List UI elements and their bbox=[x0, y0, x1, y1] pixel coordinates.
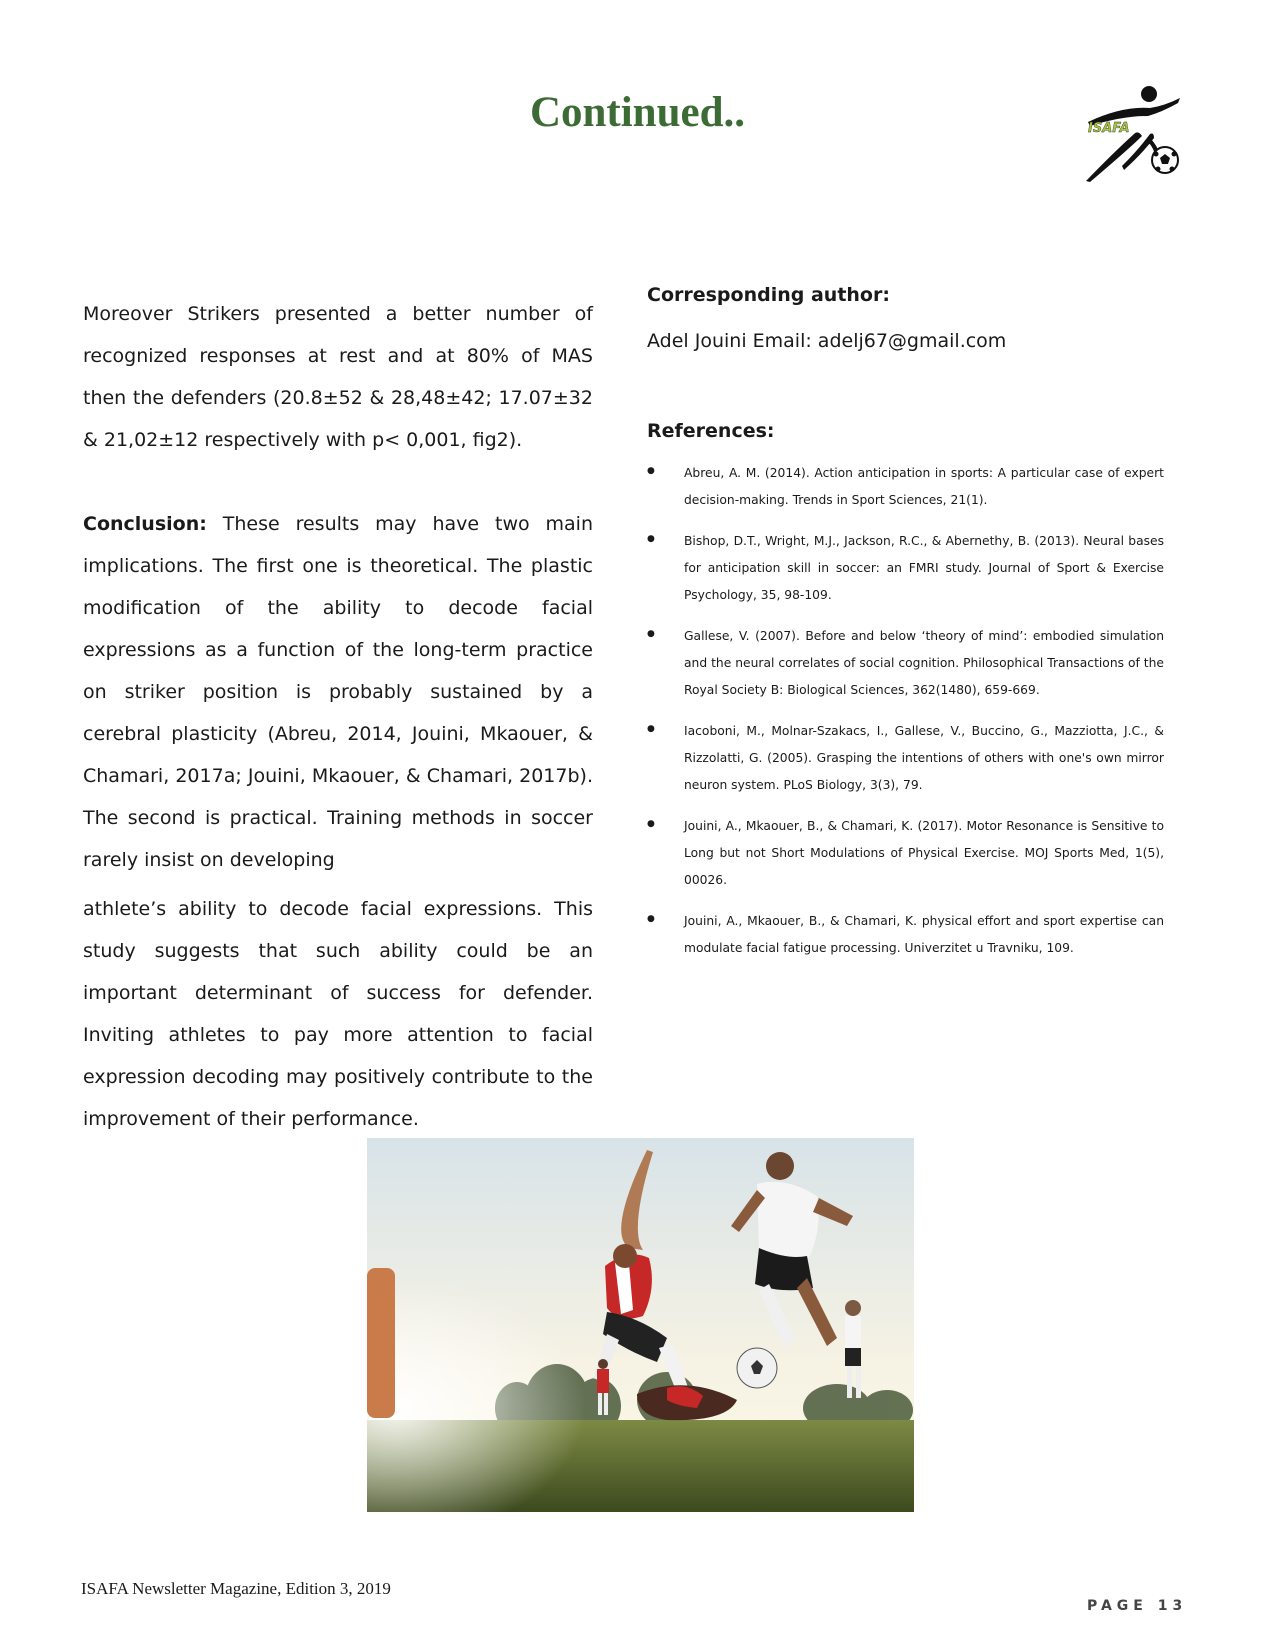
reference-item: ● Jouini, A., Mkaouer, B., & Chamari, K. (2017). Motor Resonance is Sensitive to Long but not Short Modulations of Physical Exercise. MOJ Sports Med, 1(5), 00026. bbox=[647, 813, 1164, 894]
reference-item: ● Abreu, A. M. (2014). Action anticipation in sports: A particular case of expert decision-making. Trends in Sport Sciences, 21(1). bbox=[647, 460, 1164, 514]
right-column bbox=[647, 284, 1164, 976]
results-paragraph: Moreover Strikers presented a better number of recognized responses at rest and at 80% of MAS then the defenders (20.8±52 & 28,48±42; 17.07±32 & 21,02±12 respectively with p< 0,001, fig2). bbox=[83, 303, 593, 451]
conclusion-paragraph bbox=[83, 503, 593, 1140]
reference-item: ● Gallese, V. (2007). Before and below ‘theory of mind’: embodied simulation and the neural correlates of social cognition. Philosophical Transactions of the Royal Society B: Biological Sciences, 362(1480), 659-669. bbox=[647, 623, 1164, 704]
author-contact: Adel Jouini Email: adelj67@gmail.com bbox=[647, 330, 1007, 352]
page-number: PAGE 13 bbox=[1087, 1598, 1188, 1614]
left-column bbox=[83, 293, 593, 1140]
conclusion-label: Conclusion: bbox=[83, 513, 207, 535]
reference-item: ● Bishop, D.T., Wright, M.J., Jackson, R.C., & Abernethy, B. (2013). Neural bases for anticipation skill in soccer: an FMRI study. Journal of Sport & Exercise Psychology, 35, 98-109. bbox=[647, 528, 1164, 609]
isafa-logo bbox=[1082, 84, 1182, 184]
soccer-photo bbox=[367, 1138, 914, 1512]
author-heading: Corresponding author: bbox=[647, 284, 890, 306]
logo-wordmark: ISAFA bbox=[1088, 121, 1130, 136]
reference-item: ● Iacoboni, M., Molnar-Szakacs, I., Gallese, V., Buccino, G., Mazziotta, J.C., & Rizzolatti, G. (2005). Grasping the intentions of others with one's own mirror neuron system. PLoS Biology, 3(3), 79. bbox=[647, 718, 1164, 799]
conclusion-text: These results may have two main implications. The first one is theoretical. The plastic modification of the ability to decode facial expressions as a function of the long-term practice on striker position is probably sustained by a cerebral plasticity (Abreu, 2014, Jouini, Mkaouer, & Chamari, 2017a; Jouini, Mkaouer, & Chamari, 2017b). The second is practical. Training methods in soccer rarely insist on developing bbox=[83, 513, 593, 871]
footer-publication: ISAFA Newsletter Magazine, Edition 3, 2019 bbox=[81, 1579, 391, 1598]
page-title: Continued.. bbox=[529, 89, 746, 136]
references-list bbox=[647, 460, 1164, 962]
references-heading: References: bbox=[647, 420, 775, 442]
conclusion-continued: athlete’s ability to decode facial expressions. This study suggests that such ability could be an important determinant of success for defender. Inviting athletes to pay more attention to facial expression decoding may positively contribute to the improvement of their performance. bbox=[83, 898, 593, 1130]
reference-item: ● Jouini, A., Mkaouer, B., & Chamari, K. physical effort and sport expertise can modulate facial fatigue processing. Univerzitet u Travniku, 109. bbox=[647, 908, 1164, 962]
